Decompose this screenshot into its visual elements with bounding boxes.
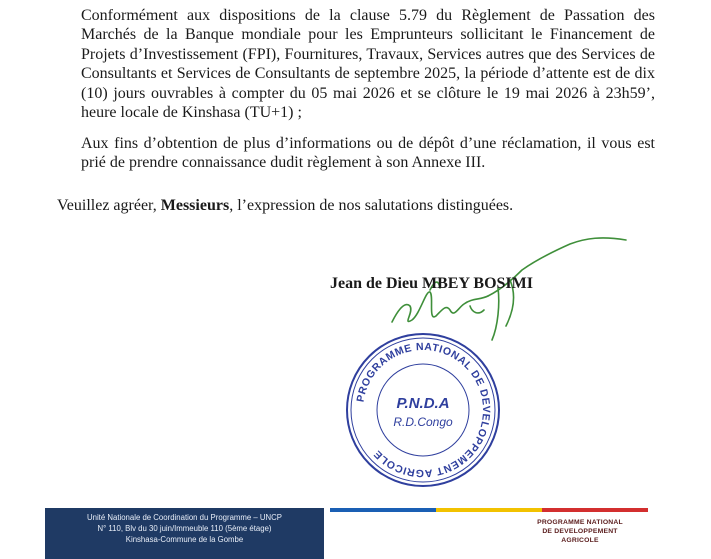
stamp-abbreviation: P.N.D.A — [396, 395, 450, 412]
stripe-yellow — [436, 508, 542, 512]
stamp-country: R.D.Congo — [393, 415, 453, 429]
stripe-blue — [330, 508, 436, 512]
footer-address-line: Unité Nationale de Coordination du Programme – UNCP — [86, 513, 283, 522]
stripe-red — [542, 508, 648, 512]
signatory-name: Jean de Dieu MBEY BOSIMI — [330, 275, 533, 292]
footer-program-logo — [530, 518, 630, 545]
footer-color-stripe — [330, 508, 648, 512]
closing-text-end: , l’expression de nos salutations distinguées. — [229, 197, 514, 214]
official-stamp — [343, 330, 503, 490]
footer-address-line: N° 110, Blv du 30 juin/Immeuble 110 (5ème étage) — [97, 524, 272, 533]
closing-salutation — [57, 196, 657, 215]
footer-address-line: Kinshasa-Commune de la Gombe — [125, 535, 244, 544]
paragraph-more-info: Aux fins d’obtention de plus d’informations ou de dépôt d’une réclamation, il vous est prié de prendre connaissance dudit règlement à son Annexe III. — [81, 135, 655, 172]
closing-text-start: Veuillez agréer, — [57, 197, 161, 214]
footer-logo-line: PROGRAMME NATIONAL — [537, 519, 623, 526]
footer-logo-line: DE DEVELOPPEMENT — [542, 528, 618, 535]
stamp-outer-text: PROGRAMME NATIONAL DE DEVELOPPEMENT AGRICOLE — [354, 340, 493, 480]
footer-logo-line: AGRICOLE — [561, 537, 599, 544]
closing-recipient: Messieurs — [160, 197, 230, 214]
footer-address-block — [45, 508, 324, 559]
paragraph-waiting-period: Conformément aux dispositions de la clause 5.79 du Règlement de Passation des Marchés de la Banque mondiale pour les Emprunteurs sollicitant le Financement de Projets d’Investissement (FPI), Fournitures, Travaux, Services autres que des Services de Consultants et Services de Consultants de septembre 2025, la période d’attente est de dix (10) jours ouvrables à compter du 05 mai 2026 et se clôture le 19 mai 2026 à 23h59’, heure locale de Kinshasa (TU+1) ; — [81, 7, 655, 122]
